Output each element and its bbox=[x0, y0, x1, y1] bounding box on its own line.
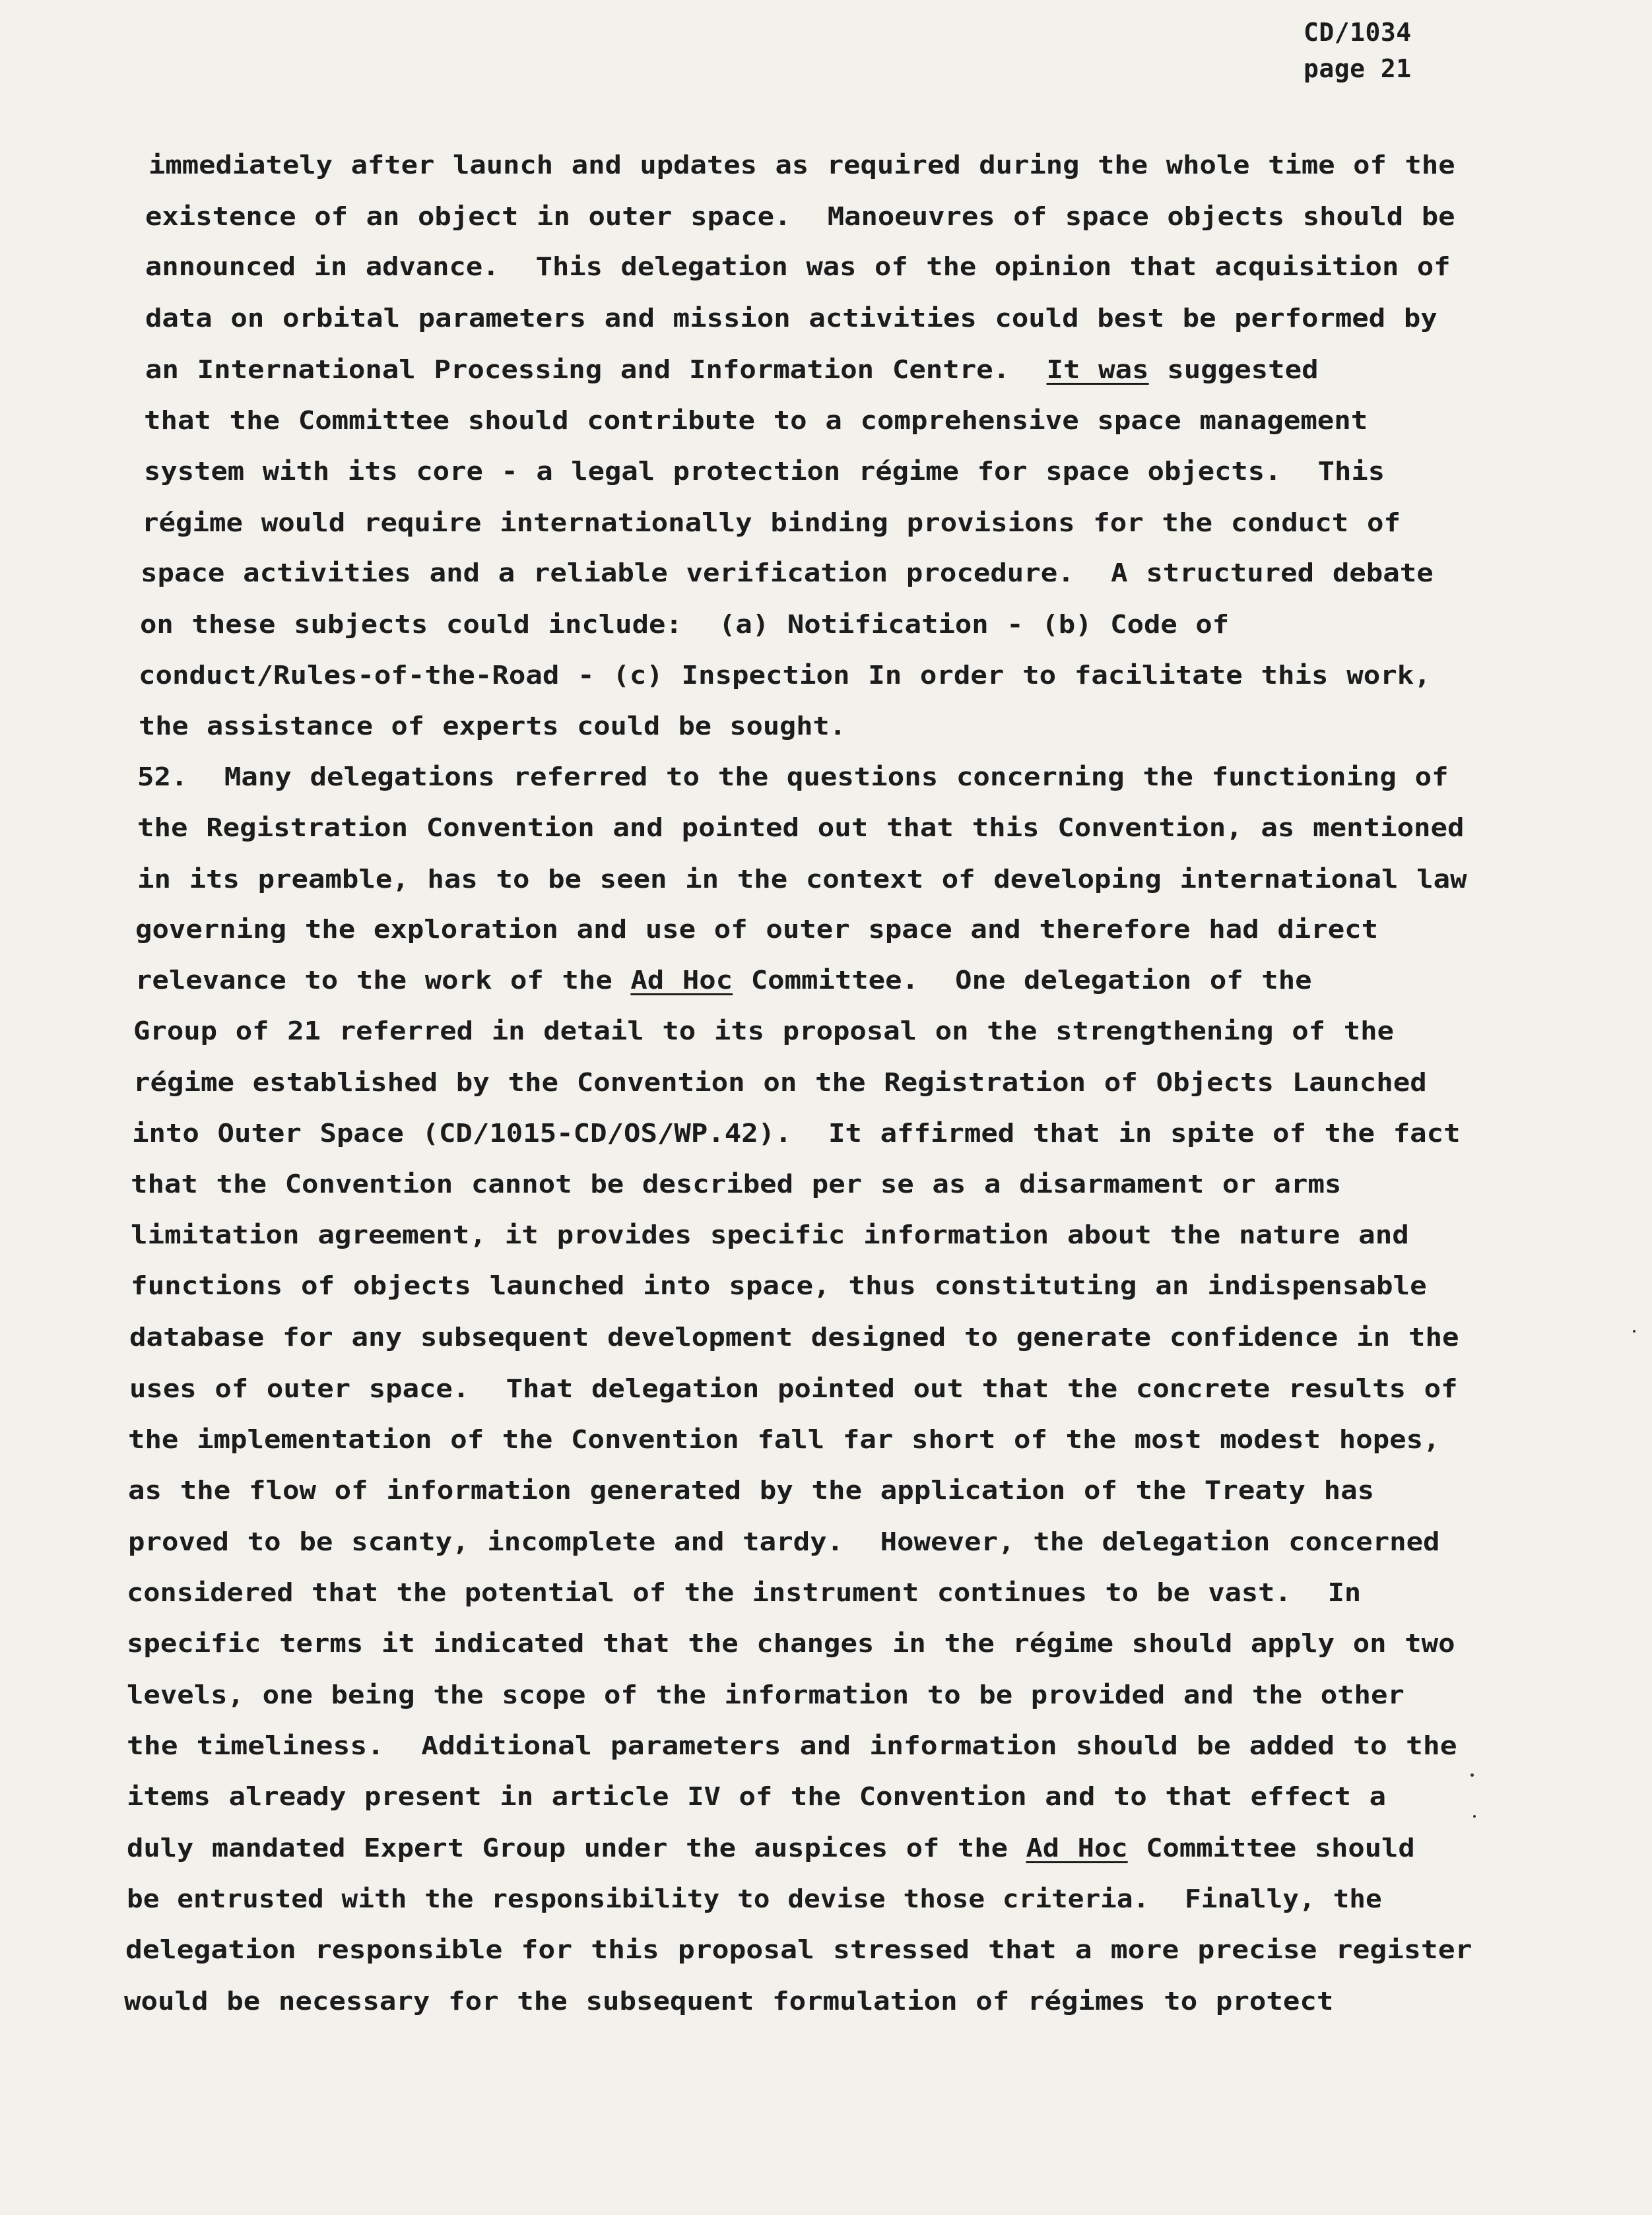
text-segment: system with its core - a legal protection régime for space objects. This bbox=[144, 457, 1385, 486]
scan-speck bbox=[1473, 1815, 1476, 1818]
text-line bbox=[145, 247, 1451, 286]
text-segment: items already present in article IV of the Convention and to that effect a bbox=[127, 1782, 1386, 1811]
text-line bbox=[144, 451, 1385, 491]
text-line bbox=[128, 1471, 1374, 1510]
text-line bbox=[127, 1777, 1386, 1816]
text-segment: database for any subsequent development designed to generate confidence in the bbox=[129, 1323, 1459, 1352]
text-segment: space activities and a reliable verification procedure. A structured debate bbox=[141, 558, 1434, 587]
text-segment: régime would require internationally binding provisions for the conduct of bbox=[142, 508, 1401, 537]
text-line bbox=[149, 145, 1455, 185]
underlined-term: Ad Hoc bbox=[1026, 1834, 1128, 1863]
text-line bbox=[141, 553, 1434, 593]
page-number: page 21 bbox=[1304, 54, 1412, 83]
text-segment: duly mandated Expert Group under the auspices of the bbox=[127, 1834, 1026, 1863]
text-line bbox=[144, 401, 1368, 440]
text-line bbox=[145, 197, 1455, 236]
text-segment: announced in advance. This delegation was of the opinion that acquisition of bbox=[145, 252, 1451, 281]
text-line bbox=[137, 808, 1465, 847]
text-segment: that the Committee should contribute to a comprehensive space management bbox=[144, 406, 1368, 435]
text-segment: Group of 21 referred in detail to its proposal on the strengthening of the bbox=[133, 1016, 1394, 1045]
text-segment: relevance to the work of the bbox=[135, 966, 631, 995]
text-line bbox=[137, 757, 1449, 797]
text-line bbox=[133, 1011, 1394, 1051]
document-symbol: CD/1034 bbox=[1304, 18, 1412, 47]
text-line bbox=[145, 298, 1437, 338]
text-segment: Committee should bbox=[1127, 1834, 1415, 1863]
document-header bbox=[1304, 15, 1412, 87]
text-segment: immediately after launch and updates as required during the whole time of the bbox=[149, 150, 1455, 180]
text-line bbox=[124, 1981, 1333, 2021]
text-line bbox=[133, 1063, 1427, 1102]
text-segment: suggested bbox=[1148, 355, 1319, 384]
text-line bbox=[127, 1828, 1415, 1868]
text-line bbox=[142, 503, 1401, 543]
text-segment: functions of objects launched into space, thus constituting an indispensable bbox=[131, 1271, 1427, 1300]
text-segment: that the Convention cannot be described per se as a disarmament or arms bbox=[131, 1170, 1342, 1199]
text-line bbox=[131, 1215, 1409, 1255]
text-segment: the assistance of experts could be sought. bbox=[139, 711, 846, 741]
text-line bbox=[127, 1879, 1382, 1919]
text-line bbox=[128, 1522, 1440, 1562]
text-segment: the Registration Convention and pointed out that this Convention, as mentioned bbox=[137, 813, 1465, 842]
text-line bbox=[137, 859, 1467, 899]
underlined-term: Ad Hoc bbox=[630, 966, 733, 995]
text-segment: conduct/Rules-of-the-Road - (c) Inspection In order to facilitate this work, bbox=[139, 661, 1431, 690]
text-line bbox=[131, 1164, 1341, 1204]
text-line bbox=[125, 1930, 1472, 1969]
text-segment: the implementation of the Convention fall far short of the most modest hopes, bbox=[128, 1425, 1440, 1454]
text-line bbox=[129, 1369, 1458, 1408]
scan-speck bbox=[1470, 1773, 1474, 1777]
text-segment: as the flow of information generated by the application of the Treaty has bbox=[128, 1476, 1375, 1505]
text-line bbox=[129, 1317, 1459, 1357]
text-segment: existence of an object in outer space. Manoeuvres of space objects should be bbox=[145, 202, 1455, 231]
text-segment: data on orbital parameters and mission activities could best be performed by bbox=[145, 304, 1437, 333]
text-line bbox=[135, 960, 1312, 1000]
text-line bbox=[135, 909, 1378, 949]
text-line bbox=[131, 1266, 1427, 1306]
text-segment: régime established by the Convention on the Registration of Objects Launched bbox=[133, 1068, 1427, 1097]
text-line bbox=[145, 350, 1319, 389]
text-segment: governing the exploration and use of outer space and therefore had direct bbox=[135, 915, 1379, 944]
text-line bbox=[127, 1624, 1455, 1663]
text-segment: the timeliness. Additional parameters and information should be added to the bbox=[127, 1731, 1457, 1760]
text-segment: be entrusted with the responsibility to devise those criteria. Finally, the bbox=[127, 1884, 1382, 1913]
scan-speck bbox=[1633, 1330, 1635, 1333]
text-segment: delegation responsible for this proposal stressed that a more precise register bbox=[125, 1935, 1472, 1964]
underlined-term: It was bbox=[1046, 355, 1149, 384]
text-line bbox=[128, 1420, 1440, 1459]
text-segment: considered that the potential of the instrument continues to be vast. In bbox=[127, 1578, 1362, 1607]
text-segment: uses of outer space. That delegation pointed out that the concrete results of bbox=[129, 1374, 1458, 1403]
text-line bbox=[140, 605, 1229, 644]
text-segment: limitation agreement, it provides specific information about the nature and bbox=[131, 1220, 1409, 1249]
text-segment: into Outer Space (CD/1015-CD/OS/WP.42). It affirmed that in spite of the fact bbox=[132, 1119, 1461, 1148]
text-line bbox=[132, 1113, 1461, 1153]
text-segment: an International Processing and Information Centre. bbox=[145, 355, 1047, 384]
text-segment: levels, one being the scope of the information to be provided and the other bbox=[127, 1680, 1404, 1709]
text-segment: specific terms it indicated that the changes in the régime should apply on two bbox=[127, 1629, 1455, 1658]
text-line bbox=[127, 1726, 1457, 1766]
text-line bbox=[127, 1675, 1404, 1715]
text-segment: would be necessary for the subsequent formulation of régimes to protect bbox=[124, 1987, 1334, 2016]
text-segment: Committee. One delegation of the bbox=[733, 966, 1312, 995]
text-line bbox=[139, 655, 1431, 695]
text-line bbox=[127, 1573, 1361, 1612]
text-line bbox=[139, 706, 846, 746]
text-segment: 52. Many delegations referred to the questions concerning the functioning of bbox=[137, 762, 1449, 791]
text-segment: proved to be scanty, incomplete and tardy. However, the delegation concerned bbox=[128, 1527, 1440, 1556]
text-segment: in its preamble, has to be seen in the context of developing international law bbox=[137, 865, 1467, 894]
text-segment: on these subjects could include: (a) Notification - (b) Code of bbox=[140, 610, 1230, 639]
